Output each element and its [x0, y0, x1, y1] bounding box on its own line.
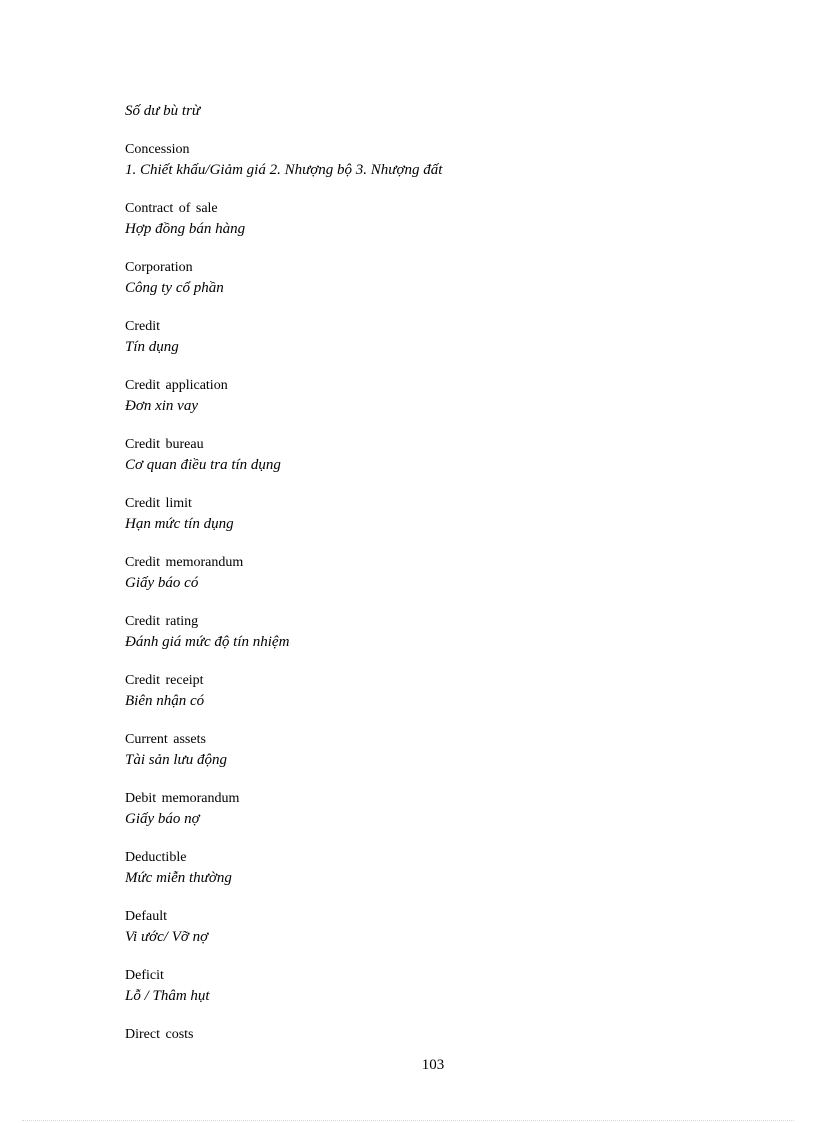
entry-term: Credit receipt — [125, 673, 204, 688]
glossary-entry — [125, 730, 725, 770]
entry-term: Default — [125, 909, 167, 924]
entry-term: Direct costs — [125, 1027, 194, 1042]
glossary-entry — [125, 671, 725, 711]
entry-definition: Mức miễn thường — [125, 870, 232, 886]
entry-definition: 1. Chiết khấu/Giảm giá 2. Nhượng bộ 3. Nhượng đất — [125, 162, 443, 178]
entry-term: Debit memorandum — [125, 791, 240, 806]
entry-definition: Tín dụng — [125, 339, 179, 355]
glossary-list — [125, 101, 725, 1064]
glossary-entry — [125, 612, 725, 652]
glossary-entry — [125, 317, 725, 357]
glossary-entry — [125, 435, 725, 475]
page-number: 103 — [421, 1057, 445, 1073]
entry-term: Credit memorandum — [125, 555, 244, 570]
entry-term: Credit — [125, 319, 160, 334]
page-bottom-divider — [22, 1120, 794, 1121]
glossary-entry — [125, 789, 725, 829]
entry-term: Deficit — [125, 968, 164, 983]
entry-definition: Hạn mức tín dụng — [125, 516, 234, 532]
entry-definition: Hợp đồng bán hàng — [125, 221, 246, 237]
entry-term: Credit application — [125, 378, 228, 393]
entry-definition: Giấy báo nợ — [125, 811, 200, 827]
entry-definition: Tài sản lưu động — [125, 752, 227, 768]
entry-term: Credit limit — [125, 496, 192, 511]
entry-definition: Vi ước/ Vỡ nợ — [125, 929, 209, 945]
continued-definition: Số dư bù trừ — [125, 103, 201, 119]
glossary-entry — [125, 494, 725, 534]
entry-definition: Giấy báo có — [125, 575, 199, 591]
glossary-entry — [125, 907, 725, 947]
glossary-entry — [125, 966, 725, 1006]
entry-term: Contract of sale — [125, 201, 218, 216]
entry-term: Concession — [125, 142, 190, 157]
glossary-entry — [125, 376, 725, 416]
glossary-entry — [125, 140, 725, 180]
entry-term: Current assets — [125, 732, 206, 747]
entry-definition: Biên nhận có — [125, 693, 205, 709]
glossary-entry-continued — [125, 1025, 725, 1045]
entry-term: Credit rating — [125, 614, 199, 629]
entry-term: Credit bureau — [125, 437, 204, 452]
glossary-entry — [125, 199, 725, 239]
glossary-entry — [125, 258, 725, 298]
entry-definition: Công ty cổ phần — [125, 280, 224, 296]
entry-term: Corporation — [125, 260, 193, 275]
entry-definition: Cơ quan điều tra tín dụng — [125, 457, 281, 473]
entry-definition: Đánh giá mức độ tín nhiệm — [125, 634, 290, 650]
entry-definition: Lỗ / Thâm hụt — [125, 988, 210, 1004]
glossary-entry — [125, 553, 725, 593]
glossary-entry — [125, 848, 725, 888]
entry-definition: Đơn xin vay — [125, 398, 198, 414]
entry-term: Deductible — [125, 850, 187, 865]
